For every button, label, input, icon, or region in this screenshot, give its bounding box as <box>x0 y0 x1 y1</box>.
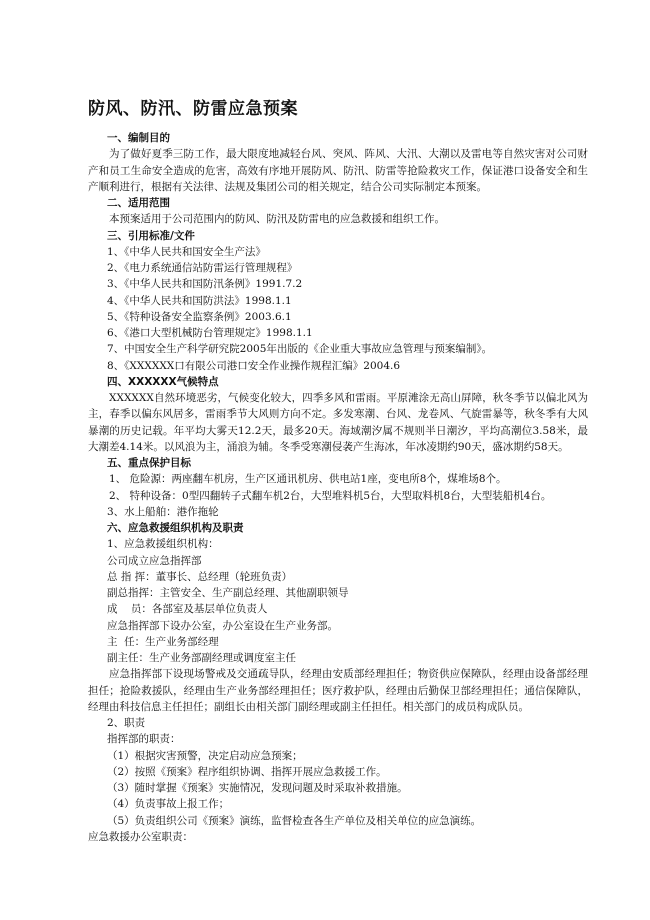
list-item: （1）根据灾害预警，决定启动应急预案； <box>107 749 303 762</box>
section-text-scope: 本预案适用于公司范围内的防风、防汛及防雷电的应急救援和组织工作。 <box>109 213 445 226</box>
duty-heading-command: 指挥部的职责： <box>107 733 181 746</box>
section-heading-protection-targets: 五、重点保护目标 <box>107 457 191 469</box>
list-item: 主 任：生产业务部经理 <box>107 635 219 648</box>
list-item: 1、《中华人民共和国安全生产法》 <box>107 245 266 258</box>
list-item: （2）按照《预案》程序组织协调、指挥开展应急救援工作。 <box>107 765 387 778</box>
section-heading-organization: 六、应急救援组织机构及职责 <box>107 522 244 534</box>
section-heading-purpose: 一、编制目的 <box>107 132 170 144</box>
list-item: 2、 特种设备：0型四翻转子式翻车机2台，大型堆料机5台，大型取料机8台，大型装船机4台。 <box>109 489 552 502</box>
list-item: 1、 危险源：两座翻车机房，生产区通讯机房、供电站1座，变电所8个，煤堆场8个。 <box>109 473 507 486</box>
list-item: （4）负责事故上报工作； <box>107 798 230 811</box>
list-item: 2、《电力系统通信站防雷运行管理规程》 <box>107 262 298 274</box>
list-item: 3、《中华人民共和国防汛条例》1991.7.2 <box>107 278 303 291</box>
list-item: 3、水上船舶：港作拖轮 <box>107 505 219 518</box>
section-heading-scope: 二、适用范围 <box>107 197 170 209</box>
list-item: 5、《特种设备安全监察条例》2003.6.1 <box>107 310 292 323</box>
list-item: 应急指挥部下设办公室，办公室设在生产业务部。 <box>107 619 338 632</box>
subsection-heading-duties: 2、职责 <box>107 717 146 729</box>
list-item: 副主任：生产业务部副经理或调度室主任 <box>107 652 296 664</box>
list-item: 成 员：各部室及基层单位负责人 <box>107 603 268 616</box>
section-text-purpose: 为了做好夏季三防工作，最大限度地减轻台风、突风、阵风、大汛、大潮以及雷电等自然灾害对公司财产和员工生命安全造成的危害，高效有序地开展防风、防汛、防雷等抢险救灾工作，保证港口设备安全和生产顺利进行，根据有关法律、法规及集团公司的相关规定，结合公司实际制定本预案。 <box>88 148 588 193</box>
subsection-heading-structure: 1、应急救援组织机构： <box>107 538 219 551</box>
list-item: 公司成立应急指挥部 <box>107 554 202 567</box>
list-item: 副总指挥：主管安全、生产副总经理、其他副职领导 <box>107 587 349 599</box>
section-text-teams: 应急指挥部下设现场警戒及交通疏导队，经理由安质部经理担任；物资供应保障队，经理由设备部经理担任；抢险救援队，经理由生产业务部经理担任；医疗救护队，经理由后勤保卫部经理担任；通信保障队，经理由科技信息主任担任；副组长由相关部门副经理或副主任担任。相关部门的成员构成队员。 <box>88 668 588 713</box>
organization-lines <box>88 553 588 667</box>
section-heading-references: 三、引用标准/文件 <box>107 229 195 242</box>
list-item: 4、《中华人民共和国防洪法》1998.1.1 <box>107 294 292 307</box>
duty-heading-office: 应急救援办公室职责： <box>88 830 193 843</box>
section-heading-climate: 四、XXXXXX气候特点 <box>107 375 219 388</box>
section-text-climate: XXXXXX自然环境恶劣，气候变化较大，四季多风和雷雨。平原滩涂无高山屏障，秋冬季节以偏北风为主，春季以偏东风居多，雷雨季节大风则方向不定。多发寒潮、台风、龙卷风、气旋雷暴等，秋冬季有大风暴潮的历史记载。年平均大雾天12.2天，最多20天。海域潮汐属不规则半日潮汐，平均高潮位3.58米，最大潮差4.14米。以风浪为主，涌浪为辅。冬季受寒潮侵袭产生海冰，年冰凌期约90天，盛冰期约58天。 <box>88 392 588 453</box>
list-item: 6、《港口大型机械防台管理规定》1998.1.1 <box>107 327 313 339</box>
list-item: 总 指 挥：董事长、总经理（轮班负责） <box>107 570 293 583</box>
protection-target-list <box>88 471 588 520</box>
list-item: 7、中国安全生产科学研究院2005年出版的《企业重大事故应急管理与预案编制》。 <box>107 343 493 356</box>
reference-list <box>88 244 588 374</box>
list-item: 8、《XXXXXX口有限公司港口安全作业操作规程汇编》2004.6 <box>107 359 401 372</box>
duty-list <box>88 748 588 829</box>
document-body <box>88 130 588 845</box>
page-title: 防风、防汛、防雷应急预案 <box>88 99 298 119</box>
list-item: （5）负责组织公司《预案》演练，监督检查各生产单位及相关单位的应急演练。 <box>107 814 482 827</box>
list-item: （3）随时掌握《预案》实施情况，发现问题及时采取补救措施。 <box>107 782 408 794</box>
